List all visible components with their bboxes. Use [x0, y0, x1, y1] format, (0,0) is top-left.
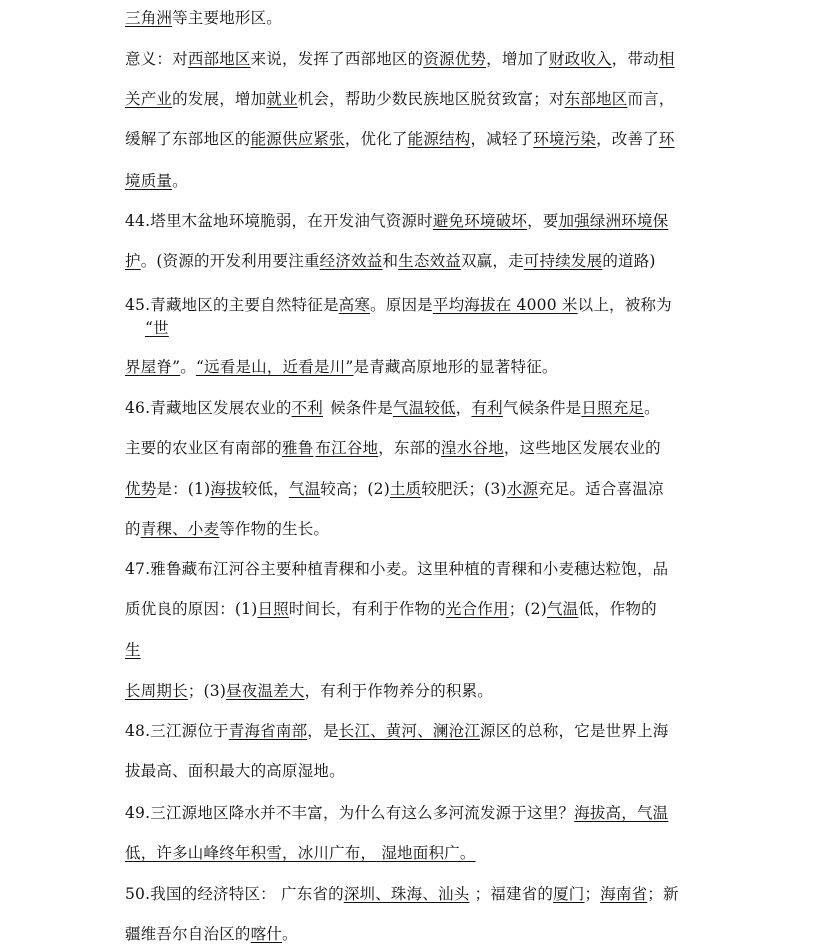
- underlined-answer: 昼夜温差大: [226, 682, 305, 700]
- text-line: [125, 519, 329, 539]
- text-segment: ，有利于作物养分的积累。: [304, 682, 493, 700]
- underlined-answer: 资源优势: [423, 50, 487, 68]
- text-segment: 。: [644, 399, 660, 417]
- underlined-answer: 气温: [546, 600, 579, 618]
- underlined-answer: 布江谷地: [315, 439, 379, 457]
- underlined-answer: 不利: [291, 399, 323, 417]
- text-segment: 广东省的: [281, 885, 344, 903]
- text-segment: ；福建省的: [474, 885, 554, 903]
- underlined-answer: 西部地区: [187, 50, 251, 68]
- text-segment: 46.青藏地区发展农业的: [125, 399, 292, 417]
- underlined-answer: 环: [658, 130, 675, 148]
- underlined-answer: 平均海拔在: [432, 296, 512, 314]
- underlined-answer: 东部地区: [564, 90, 628, 108]
- text-segment: ；(2): [508, 600, 547, 618]
- text-segment: ，带动: [611, 50, 659, 68]
- text-line: [125, 761, 345, 781]
- text-segment: ，改善了: [596, 130, 659, 148]
- underlined-answer: 能源供应紧张: [250, 130, 345, 148]
- text-segment: 48.三江源位于: [125, 722, 229, 740]
- text-line: [125, 681, 493, 701]
- text-line: [125, 843, 476, 863]
- text-segment: 意义：对: [125, 50, 188, 68]
- underlined-answer: 日照充足: [581, 399, 645, 417]
- underlined-answer: 青稞、小麦: [140, 520, 220, 538]
- text-segment: 是青藏高原地形的显著特征。: [353, 358, 558, 376]
- text-segment: 49.三江源地区降水并不丰富，为什么有这么多河流发源于这里？: [125, 804, 575, 822]
- text-segment: 。: [180, 358, 196, 376]
- text-line: [125, 479, 664, 499]
- text-segment: ，减轻了: [470, 130, 534, 148]
- text-segment: ；: [584, 885, 601, 903]
- text-line: [125, 171, 188, 191]
- underlined-answer: “世: [145, 319, 169, 337]
- underlined-answer: 海拔高，气温: [574, 804, 669, 822]
- underlined-answer: 日照: [257, 600, 289, 618]
- text-segment: 而言，: [627, 90, 675, 108]
- text-line: [125, 357, 558, 377]
- text-segment: 47.雅鲁藏布江河谷主要种植青稞和小麦。这里种植的青稞和小麦穗达粒饱，品: [125, 560, 669, 578]
- text-line: [125, 559, 668, 579]
- text-segment: 和: [382, 252, 399, 270]
- underlined-answer: 优势: [125, 480, 157, 498]
- text-segment: 以上，被称为: [577, 296, 672, 314]
- text-segment: ，要: [527, 212, 559, 230]
- underlined-answer: 生: [125, 641, 141, 659]
- underlined-answer: 气温较低: [392, 399, 456, 417]
- text-segment: 候条件是: [330, 399, 393, 417]
- underlined-answer: 生态效益: [398, 252, 461, 270]
- text-segment: 疆维吾尔自治区的: [125, 925, 251, 943]
- text-segment: ；(3): [187, 682, 227, 700]
- text-segment: 主要的农业区有南部的: [125, 439, 283, 457]
- text-line: [125, 129, 675, 149]
- underlined-answer: 高寒: [338, 296, 371, 314]
- underlined-answer: 有利: [471, 399, 503, 417]
- text-segment: 50.我国的经济特区：: [125, 885, 276, 903]
- underlined-answer: 界屋脊”: [125, 358, 181, 376]
- text-segment: 。: [172, 172, 188, 190]
- underlined-answer: 长周期长: [125, 682, 188, 700]
- text-line: [125, 295, 672, 315]
- text-segment: ，这些地区发展农业的: [503, 439, 661, 457]
- text-line: [125, 599, 657, 619]
- text-line: [125, 211, 668, 231]
- underlined-answer: 水源: [506, 480, 539, 498]
- text-segment: 充足。适合喜温凉: [538, 480, 664, 498]
- text-segment: 时间长，有利于作物的: [288, 600, 446, 618]
- text-segment: 低，作物的: [578, 600, 657, 618]
- underlined-answer: 雅鲁: [282, 439, 314, 457]
- text-line: [125, 89, 675, 109]
- underlined-answer: 关产业: [125, 90, 173, 108]
- text-line: [125, 803, 668, 823]
- text-segment: 的: [125, 520, 141, 538]
- underlined-answer: 经济效益: [319, 252, 383, 270]
- underlined-answer: 海南省: [600, 885, 648, 903]
- text-segment: 44.塔里木盆地环境脆弱，在开发油气资源时: [125, 212, 433, 230]
- underlined-answer: 海拔: [210, 480, 242, 498]
- underlined-answer: 可持续发展: [523, 252, 603, 270]
- text-segment: ，: [455, 399, 472, 417]
- text-line: [125, 8, 282, 28]
- text-line: [125, 884, 679, 904]
- text-line: [125, 438, 661, 459]
- text-line: [125, 640, 141, 660]
- underlined-answer: 环境污染: [533, 130, 597, 148]
- underlined-answer: 湟水谷地: [441, 439, 504, 457]
- text-segment: 缓解了东部地区的: [125, 130, 251, 148]
- text-segment: 45.青藏地区的主要自然特征是: [125, 296, 339, 314]
- text-segment: 机会，帮助少数民族地区脱贫致富；对: [297, 90, 565, 108]
- underlined-answer: 护: [125, 252, 141, 270]
- text-line: [125, 49, 675, 69]
- underlined-answer: 喀什: [250, 925, 283, 943]
- text-segment: 等作物的生长。: [219, 520, 330, 538]
- underlined-answer: 避免环境破坏: [432, 212, 528, 230]
- underlined-answer: 就业: [266, 90, 298, 108]
- text-segment: ，优化了: [344, 130, 408, 148]
- text-segment: 拔最高、面积最大的高原湿地。: [125, 762, 345, 780]
- text-segment: ，增加了: [486, 50, 549, 68]
- text-segment: 的道路): [602, 252, 656, 270]
- underlined-answer: 相: [658, 50, 675, 68]
- text-segment: 来说，发挥了西部地区的: [250, 50, 424, 68]
- text-segment: ，东部的: [378, 439, 442, 457]
- underlined-answer: 低，许多山峰终年积雪，冰川广布，: [125, 844, 377, 862]
- underlined-answer: 境质量: [125, 172, 173, 190]
- text-segment: 双赢，走: [460, 252, 524, 270]
- underlined-answer: 湿地面积广。: [381, 844, 476, 862]
- text-segment: 是：(1): [156, 480, 211, 498]
- text-line: [125, 924, 298, 944]
- text-segment: 较高；(2): [320, 480, 390, 498]
- text-segment: 较肥沃；(3): [421, 480, 507, 498]
- text-line: [145, 318, 169, 338]
- underlined-answer: 厦门: [553, 885, 585, 903]
- text-segment: ，是: [307, 722, 339, 740]
- underlined-answer: 长江、黄河、澜沧江: [338, 722, 480, 740]
- text-segment: 气候条件是: [502, 399, 582, 417]
- underlined-answer: 光合作用: [445, 600, 509, 618]
- underlined-answer: 加强绿洲环境保: [558, 212, 669, 230]
- underlined-answer: 土质: [389, 480, 422, 498]
- underlined-answer: 能源结构: [407, 130, 471, 148]
- underlined-answer: 深圳、珠海、汕头: [343, 885, 470, 903]
- text-line: [125, 721, 668, 741]
- text-line: [125, 251, 656, 271]
- text-segment: 。(资源的开发利用要注重: [140, 252, 320, 270]
- text-segment: 的发展，增加: [172, 90, 267, 108]
- text-segment: 。: [282, 925, 298, 943]
- underlined-answer: 三角洲: [125, 9, 173, 27]
- underlined-answer: “远看是山，近看是川”: [195, 358, 354, 376]
- text-segment: 质优良的原因：(1): [125, 600, 258, 618]
- text-line: [125, 398, 660, 419]
- text-segment: ；新: [647, 885, 679, 903]
- text-segment: 。原因是: [370, 296, 433, 314]
- text-segment: 较低，: [241, 480, 289, 498]
- underlined-answer: 财政收入: [548, 50, 612, 68]
- text-segment: 等主要地形区。: [172, 9, 283, 27]
- underlined-answer: 米: [561, 296, 578, 314]
- underlined-answer: 气温: [288, 480, 321, 498]
- underlined-answer: 4000: [516, 296, 557, 314]
- underlined-answer: 青海省南部: [228, 722, 308, 740]
- text-segment: 源区的总称，它是世界上海: [480, 722, 669, 740]
